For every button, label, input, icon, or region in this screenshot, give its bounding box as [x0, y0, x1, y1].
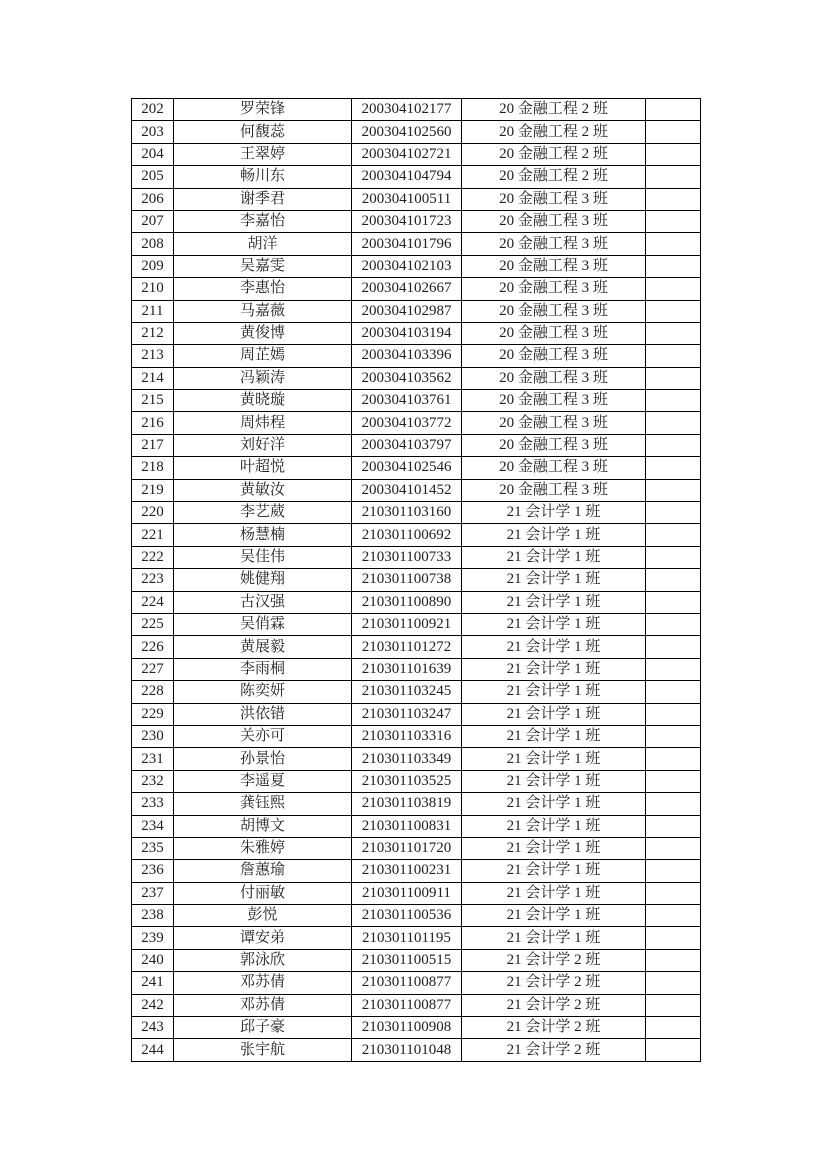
- cell-remark: [646, 457, 701, 479]
- cell-student-name: 邓苏倩: [174, 972, 352, 994]
- cell-row-number: 209: [132, 255, 174, 277]
- cell-row-number: 243: [132, 1017, 174, 1039]
- cell-remark: [646, 927, 701, 949]
- cell-remark: [646, 502, 701, 524]
- cell-student-id: 210301100536: [352, 905, 462, 927]
- cell-student-id: 210301101720: [352, 837, 462, 859]
- table-row: [132, 636, 701, 658]
- cell-student-id: 210301100890: [352, 591, 462, 613]
- cell-remark: [646, 882, 701, 904]
- cell-row-number: 235: [132, 837, 174, 859]
- cell-row-number: 202: [132, 99, 174, 121]
- cell-class-name: 20 金融工程 3 班: [462, 457, 646, 479]
- cell-class-name: 20 金融工程 3 班: [462, 412, 646, 434]
- student-roster-table: [131, 98, 701, 1062]
- table-row: [132, 322, 701, 344]
- cell-class-name: 20 金融工程 3 班: [462, 479, 646, 501]
- cell-student-name: 张宇航: [174, 1039, 352, 1061]
- cell-student-id: 210301101048: [352, 1039, 462, 1061]
- cell-row-number: 242: [132, 994, 174, 1016]
- cell-remark: [646, 166, 701, 188]
- cell-class-name: 21 会计学 1 班: [462, 524, 646, 546]
- table-row: [132, 457, 701, 479]
- table-row: [132, 949, 701, 971]
- cell-row-number: 227: [132, 658, 174, 680]
- cell-remark: [646, 434, 701, 456]
- cell-student-id: 200304103772: [352, 412, 462, 434]
- cell-class-name: 20 金融工程 2 班: [462, 121, 646, 143]
- cell-remark: [646, 524, 701, 546]
- cell-student-id: 210301100877: [352, 972, 462, 994]
- cell-student-name: 李嘉怡: [174, 210, 352, 232]
- cell-class-name: 21 会计学 1 班: [462, 860, 646, 882]
- cell-row-number: 240: [132, 949, 174, 971]
- cell-row-number: 212: [132, 322, 174, 344]
- table-row: [132, 524, 701, 546]
- cell-student-name: 畅川东: [174, 166, 352, 188]
- cell-student-id: 200304103194: [352, 322, 462, 344]
- cell-class-name: 21 会计学 1 班: [462, 882, 646, 904]
- cell-student-name: 黄晓璇: [174, 390, 352, 412]
- cell-row-number: 238: [132, 905, 174, 927]
- cell-student-name: 孙景怡: [174, 748, 352, 770]
- table-row: [132, 188, 701, 210]
- cell-student-id: 200304100511: [352, 188, 462, 210]
- cell-student-name: 古汉强: [174, 591, 352, 613]
- cell-student-id: 210301101639: [352, 658, 462, 680]
- cell-student-id: 210301100738: [352, 569, 462, 591]
- cell-student-id: 210301100877: [352, 994, 462, 1016]
- cell-student-id: 200304102177: [352, 99, 462, 121]
- cell-student-id: 210301103245: [352, 681, 462, 703]
- table-row: [132, 725, 701, 747]
- table-row: [132, 412, 701, 434]
- cell-class-name: 20 金融工程 2 班: [462, 166, 646, 188]
- cell-remark: [646, 412, 701, 434]
- cell-student-name: 谭安弟: [174, 927, 352, 949]
- cell-remark: [646, 972, 701, 994]
- cell-remark: [646, 815, 701, 837]
- cell-row-number: 230: [132, 725, 174, 747]
- cell-remark: [646, 99, 701, 121]
- cell-student-id: 200304102667: [352, 278, 462, 300]
- table-row: [132, 681, 701, 703]
- cell-row-number: 220: [132, 502, 174, 524]
- cell-row-number: 210: [132, 278, 174, 300]
- cell-remark: [646, 367, 701, 389]
- cell-class-name: 21 会计学 1 班: [462, 770, 646, 792]
- table-row: [132, 546, 701, 568]
- cell-student-name: 朱雅婷: [174, 837, 352, 859]
- cell-class-name: 20 金融工程 3 班: [462, 255, 646, 277]
- cell-student-id: 200304102560: [352, 121, 462, 143]
- cell-student-name: 黄展毅: [174, 636, 352, 658]
- cell-class-name: 21 会计学 1 班: [462, 613, 646, 635]
- cell-student-name: 黄俊博: [174, 322, 352, 344]
- cell-row-number: 232: [132, 770, 174, 792]
- cell-student-id: 210301100908: [352, 1017, 462, 1039]
- cell-student-id: 210301100831: [352, 815, 462, 837]
- cell-row-number: 213: [132, 345, 174, 367]
- cell-remark: [646, 345, 701, 367]
- cell-remark: [646, 703, 701, 725]
- table-row: [132, 613, 701, 635]
- table-row: [132, 479, 701, 501]
- cell-student-id: 200304101796: [352, 233, 462, 255]
- cell-student-name: 龚钰熙: [174, 793, 352, 815]
- cell-row-number: 226: [132, 636, 174, 658]
- cell-student-name: 周芷嫣: [174, 345, 352, 367]
- cell-class-name: 20 金融工程 3 班: [462, 210, 646, 232]
- cell-remark: [646, 210, 701, 232]
- cell-class-name: 21 会计学 2 班: [462, 949, 646, 971]
- cell-student-id: 210301103525: [352, 770, 462, 792]
- cell-row-number: 223: [132, 569, 174, 591]
- table-row: [132, 703, 701, 725]
- cell-student-name: 李惠怡: [174, 278, 352, 300]
- cell-class-name: 21 会计学 1 班: [462, 681, 646, 703]
- table-row: [132, 390, 701, 412]
- cell-student-id: 210301100692: [352, 524, 462, 546]
- cell-row-number: 219: [132, 479, 174, 501]
- cell-student-name: 冯颖涛: [174, 367, 352, 389]
- table-row: [132, 502, 701, 524]
- cell-student-id: 210301101195: [352, 927, 462, 949]
- cell-remark: [646, 994, 701, 1016]
- table-row: [132, 345, 701, 367]
- cell-student-id: 210301103819: [352, 793, 462, 815]
- table-row: [132, 837, 701, 859]
- cell-student-name: 谢季君: [174, 188, 352, 210]
- cell-student-id: 200304101723: [352, 210, 462, 232]
- table-row: [132, 905, 701, 927]
- cell-class-name: 20 金融工程 2 班: [462, 143, 646, 165]
- cell-remark: [646, 725, 701, 747]
- cell-class-name: 20 金融工程 3 班: [462, 434, 646, 456]
- cell-remark: [646, 188, 701, 210]
- cell-row-number: 205: [132, 166, 174, 188]
- table-row: [132, 860, 701, 882]
- cell-remark: [646, 613, 701, 635]
- cell-remark: [646, 1017, 701, 1039]
- cell-remark: [646, 479, 701, 501]
- table-row: [132, 367, 701, 389]
- cell-student-name: 黄敏汝: [174, 479, 352, 501]
- cell-student-name: 洪依错: [174, 703, 352, 725]
- table-row: [132, 278, 701, 300]
- cell-class-name: 21 会计学 1 班: [462, 927, 646, 949]
- cell-remark: [646, 300, 701, 322]
- cell-remark: [646, 1039, 701, 1061]
- cell-remark: [646, 546, 701, 568]
- cell-class-name: 21 会计学 2 班: [462, 994, 646, 1016]
- cell-student-id: 200304103761: [352, 390, 462, 412]
- table-row: [132, 882, 701, 904]
- cell-student-id: 210301101272: [352, 636, 462, 658]
- table-row: [132, 972, 701, 994]
- cell-class-name: 20 金融工程 3 班: [462, 300, 646, 322]
- cell-student-name: 杨慧楠: [174, 524, 352, 546]
- cell-row-number: 204: [132, 143, 174, 165]
- cell-class-name: 20 金融工程 2 班: [462, 99, 646, 121]
- cell-remark: [646, 905, 701, 927]
- cell-student-id: 210301100231: [352, 860, 462, 882]
- cell-student-id: 210301103247: [352, 703, 462, 725]
- cell-class-name: 21 会计学 1 班: [462, 837, 646, 859]
- cell-row-number: 237: [132, 882, 174, 904]
- cell-remark: [646, 591, 701, 613]
- cell-student-name: 付丽敏: [174, 882, 352, 904]
- cell-student-id: 200304102721: [352, 143, 462, 165]
- cell-class-name: 21 会计学 1 班: [462, 703, 646, 725]
- cell-student-id: 210301100515: [352, 949, 462, 971]
- cell-row-number: 225: [132, 613, 174, 635]
- cell-student-name: 彭悦: [174, 905, 352, 927]
- cell-row-number: 208: [132, 233, 174, 255]
- cell-row-number: 244: [132, 1039, 174, 1061]
- table-row: [132, 434, 701, 456]
- cell-student-id: 210301100921: [352, 613, 462, 635]
- cell-student-id: 200304101452: [352, 479, 462, 501]
- cell-student-name: 姚健翔: [174, 569, 352, 591]
- cell-remark: [646, 793, 701, 815]
- cell-student-id: 200304102546: [352, 457, 462, 479]
- cell-remark: [646, 233, 701, 255]
- cell-row-number: 231: [132, 748, 174, 770]
- cell-row-number: 234: [132, 815, 174, 837]
- cell-class-name: 21 会计学 1 班: [462, 725, 646, 747]
- table-row: [132, 255, 701, 277]
- cell-remark: [646, 569, 701, 591]
- table-row: [132, 569, 701, 591]
- cell-student-name: 马嘉薇: [174, 300, 352, 322]
- cell-row-number: 228: [132, 681, 174, 703]
- cell-class-name: 20 金融工程 3 班: [462, 390, 646, 412]
- cell-student-name: 罗荣锋: [174, 99, 352, 121]
- cell-student-name: 李遥夏: [174, 770, 352, 792]
- cell-student-id: 200304102987: [352, 300, 462, 322]
- cell-class-name: 20 金融工程 3 班: [462, 278, 646, 300]
- table-row: [132, 300, 701, 322]
- cell-row-number: 229: [132, 703, 174, 725]
- table-row: [132, 233, 701, 255]
- cell-remark: [646, 322, 701, 344]
- cell-row-number: 216: [132, 412, 174, 434]
- cell-class-name: 21 会计学 1 班: [462, 636, 646, 658]
- cell-remark: [646, 255, 701, 277]
- cell-student-id: 210301103160: [352, 502, 462, 524]
- table-row: [132, 166, 701, 188]
- cell-class-name: 20 金融工程 3 班: [462, 188, 646, 210]
- cell-remark: [646, 121, 701, 143]
- cell-student-id: 210301103349: [352, 748, 462, 770]
- cell-class-name: 21 会计学 1 班: [462, 748, 646, 770]
- table-row: [132, 210, 701, 232]
- cell-student-name: 吴俏霖: [174, 613, 352, 635]
- cell-class-name: 21 会计学 1 班: [462, 905, 646, 927]
- cell-student-id: 210301100733: [352, 546, 462, 568]
- cell-student-name: 关亦可: [174, 725, 352, 747]
- table-row: [132, 143, 701, 165]
- cell-class-name: 21 会计学 1 班: [462, 793, 646, 815]
- cell-student-name: 李艺葳: [174, 502, 352, 524]
- cell-row-number: 211: [132, 300, 174, 322]
- table-row: [132, 99, 701, 121]
- cell-class-name: 21 会计学 2 班: [462, 1017, 646, 1039]
- cell-student-name: 何馥蕊: [174, 121, 352, 143]
- cell-remark: [646, 949, 701, 971]
- cell-student-id: 210301100911: [352, 882, 462, 904]
- table-row: [132, 1039, 701, 1061]
- cell-row-number: 206: [132, 188, 174, 210]
- table-row: [132, 658, 701, 680]
- cell-student-id: 200304104794: [352, 166, 462, 188]
- cell-student-name: 邓苏倩: [174, 994, 352, 1016]
- table-row: [132, 793, 701, 815]
- cell-remark: [646, 278, 701, 300]
- cell-class-name: 21 会计学 1 班: [462, 591, 646, 613]
- roster-table-body: [132, 99, 701, 1062]
- cell-class-name: 21 会计学 1 班: [462, 546, 646, 568]
- cell-student-name: 叶超悦: [174, 457, 352, 479]
- cell-class-name: 21 会计学 2 班: [462, 972, 646, 994]
- cell-student-name: 陈奕妍: [174, 681, 352, 703]
- table-row: [132, 591, 701, 613]
- cell-class-name: 20 金融工程 3 班: [462, 233, 646, 255]
- cell-row-number: 224: [132, 591, 174, 613]
- cell-class-name: 20 金融工程 3 班: [462, 322, 646, 344]
- cell-row-number: 214: [132, 367, 174, 389]
- cell-student-name: 李雨桐: [174, 658, 352, 680]
- cell-row-number: 207: [132, 210, 174, 232]
- cell-student-id: 200304103562: [352, 367, 462, 389]
- cell-student-id: 210301103316: [352, 725, 462, 747]
- cell-student-name: 胡博文: [174, 815, 352, 837]
- cell-row-number: 239: [132, 927, 174, 949]
- cell-student-name: 周炜程: [174, 412, 352, 434]
- cell-class-name: 21 会计学 1 班: [462, 502, 646, 524]
- table-row: [132, 1017, 701, 1039]
- cell-remark: [646, 837, 701, 859]
- cell-student-id: 200304103396: [352, 345, 462, 367]
- cell-student-name: 詹蕙瑜: [174, 860, 352, 882]
- cell-student-name: 王翠婷: [174, 143, 352, 165]
- table-row: [132, 770, 701, 792]
- cell-row-number: 203: [132, 121, 174, 143]
- cell-student-id: 200304103797: [352, 434, 462, 456]
- table-row: [132, 815, 701, 837]
- cell-remark: [646, 658, 701, 680]
- cell-row-number: 222: [132, 546, 174, 568]
- table-row: [132, 121, 701, 143]
- cell-student-name: 刘好洋: [174, 434, 352, 456]
- cell-class-name: 21 会计学 1 班: [462, 658, 646, 680]
- cell-row-number: 221: [132, 524, 174, 546]
- cell-remark: [646, 681, 701, 703]
- cell-remark: [646, 636, 701, 658]
- cell-remark: [646, 748, 701, 770]
- cell-row-number: 218: [132, 457, 174, 479]
- table-row: [132, 927, 701, 949]
- table-row: [132, 748, 701, 770]
- cell-student-name: 郭泳欣: [174, 949, 352, 971]
- cell-class-name: 21 会计学 1 班: [462, 569, 646, 591]
- cell-remark: [646, 860, 701, 882]
- cell-class-name: 21 会计学 2 班: [462, 1039, 646, 1061]
- cell-student-name: 吴佳伟: [174, 546, 352, 568]
- cell-class-name: 20 金融工程 3 班: [462, 367, 646, 389]
- cell-student-name: 胡洋: [174, 233, 352, 255]
- cell-student-name: 邱子豪: [174, 1017, 352, 1039]
- cell-row-number: 241: [132, 972, 174, 994]
- cell-class-name: 21 会计学 1 班: [462, 815, 646, 837]
- cell-row-number: 233: [132, 793, 174, 815]
- cell-remark: [646, 143, 701, 165]
- cell-row-number: 215: [132, 390, 174, 412]
- cell-remark: [646, 770, 701, 792]
- cell-row-number: 217: [132, 434, 174, 456]
- cell-row-number: 236: [132, 860, 174, 882]
- cell-class-name: 20 金融工程 3 班: [462, 345, 646, 367]
- cell-student-name: 吴嘉雯: [174, 255, 352, 277]
- cell-student-id: 200304102103: [352, 255, 462, 277]
- cell-remark: [646, 390, 701, 412]
- table-row: [132, 994, 701, 1016]
